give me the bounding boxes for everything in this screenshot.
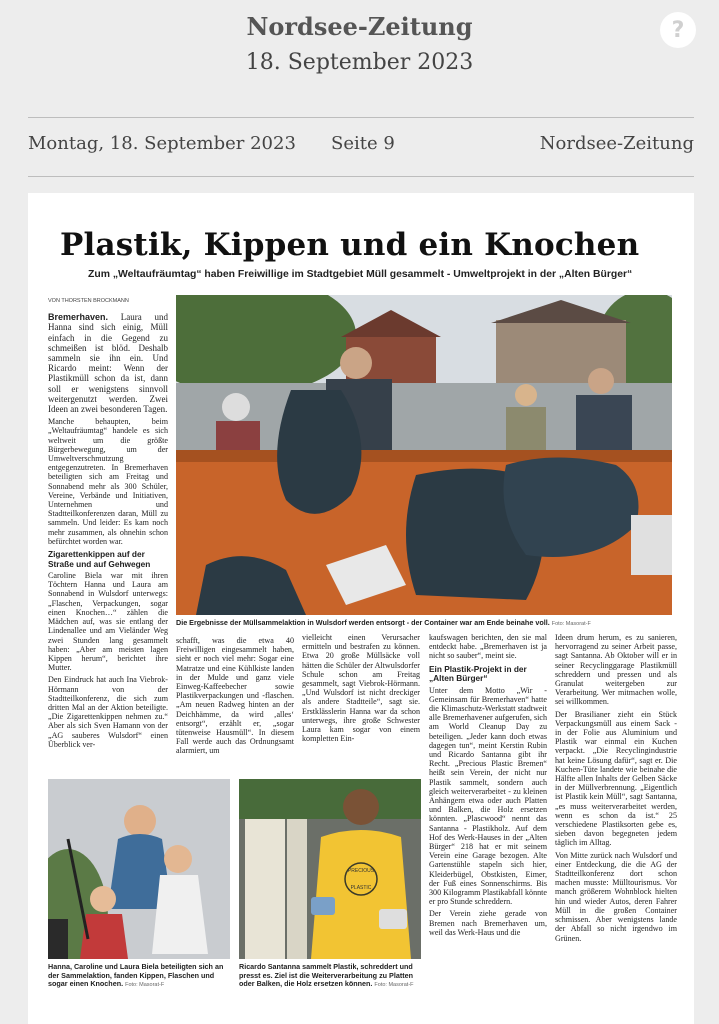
article-lead — [48, 312, 168, 414]
shirt-text-top: PRECIOUS — [347, 868, 375, 874]
paragraph: Der Verein ziehe gerade von Bremen nach Bremerhaven um, weil das Werk-Haus und die — [429, 909, 547, 937]
article-column-3 — [302, 633, 420, 771]
main-photo-caption: Die Ergebnisse der Müllsammelaktion in Wulsdorf werden entsorgt - der Container war am Ende beinahe voll. Foto: Masorat-F — [176, 618, 591, 627]
paragraph: kaufswagen berichten, den sie mal entdeckt habe. „Bremerhaven ist ja nicht so sauber“, meint sie. — [429, 633, 547, 661]
paragraph: Manche behaupten, beim „Weltaufräumtag“ handele es sich weltweit um die größte Bürgerbewegung, um der Umweltverschmutzung entgegenzutreten. In Bremerhaven beteiligten sich am Freitag und Sonnabend mehr als 300 Schüler, Vereine, Verbände und Initiativen, Unternehmen und Stadtteilkonferenzen daran, Müll zu sammeln. Und leider: Es kam noch mehr zusammen, als ohnehin schon befürchtet worden war. — [48, 417, 168, 546]
family-photo-image — [48, 779, 230, 959]
publication-title: Nordsee-Zeitung — [246, 12, 473, 41]
newspaper-page[interactable] — [28, 193, 694, 1024]
photo-credit: Foto: Masorat-F — [125, 982, 165, 989]
issue-paper: Nordsee-Zeitung — [539, 133, 694, 154]
article-column-5 — [555, 633, 677, 1023]
recycling-photo-caption: Ricardo Santanna sammelt Plastik, schreddert und presst es. Ziel ist die Weiterverarbeitung zu Platten oder Balken, die Holz ersetzen können. Foto: Masorat-F — [239, 962, 414, 989]
issue-bar — [28, 133, 694, 154]
main-photo — [176, 295, 672, 615]
recycling-photo — [239, 779, 421, 959]
help-button[interactable] — [660, 12, 696, 48]
article-headline: Plastik, Kippen und ein Knochen — [60, 227, 640, 263]
article-column-4 — [429, 633, 547, 1023]
publication-date: 18. September 2023 — [245, 50, 474, 75]
issue-date: Montag, 18. September 2023 — [28, 133, 296, 154]
recycling-photo-image — [239, 779, 421, 959]
paragraph: Der Brasilianer zieht ein Stück Verpackungsmüll aus einem Sack - in der Folie aus Aluminium und Plastik war einmal ein Kuchen verpackt. „Die Recyclingindustrie hat keine Lösung dafür“, sagt er. Die Kuchen-Tüte landete wie beinahe die Hälfte allen Inhalts der Gelben Säcke in der Müllverbrennung. „Eigentlich ist Plastik kein Müll“, sagt Santanna, „es muss weiterverarbeitet werden, wenn es schon da ist.“ 25 verschiedene Plastiksorten gebe es, sieben davon begegneten jedem täglich im Alltag. — [555, 709, 677, 848]
article-column-2 — [176, 633, 294, 771]
shirt-text-bottom: PLASTIC — [350, 885, 372, 891]
family-photo — [48, 779, 230, 959]
article-column-1 — [48, 297, 168, 771]
family-photo-caption: Hanna, Caroline und Laura Biela beteiligten sich an der Sammelaktion, fanden Kippen, Flaschen und sogar einen Knochen. Foto: Masorat-F — [48, 962, 224, 989]
article-byline: VON THORSTEN BROCKMANN — [48, 298, 129, 304]
paragraph: schafft, was die etwa 40 Freiwilligen eingesammelt haben, sieht er noch viel mehr: Sogar eine Matratze und eine Kühlkiste landen in der Mulde und ganz viele Einweg-Kaffeebecher sowie Plastikverpackungen und -flaschen. „Am neuen Radweg hinten an der Deichhämme, da wird ‚alles‘ entsorgt“, erzählt er, „sogar tütenweise Hausmüll“. In diesem Fall werde auch das Ordnungsamt alarmiert, um — [176, 636, 294, 756]
paragraph: Von Mitte zurück nach Wulsdorf und einer Entdeckung, die die AG der Stadtteilkonferenz dort schon machen musste: Mülltourismus. Vor manch größerem Wohnblock hielten hin und wieder Autos, deren Fahrer Müll in die großen Container schmissen. Aber wenigstens lande der Abfall so nicht irgendwo im Grünen. — [555, 850, 677, 943]
paragraph: Ideen drum herum, es zu sanieren, hervorragend zu seiner Arbeit passe, sagt Santanna. Ab Oktober will er in seiner Recyclinggarage Plastikmüll schreddern und pressen und als Granulat weitergeben zur Verarbeitung. Wer mitmachen wolle, sei willkommen. — [555, 633, 677, 707]
paragraph: vielleicht einen Verursacher ermitteln und bestrafen zu können. Etwa 20 große Müllsäcke voll hätten die Schüler der Altwulsdorfer Schule schon am Freitag gesammelt, sagt Viebrok-Hörmann. „Und Wulsdorf ist nicht dreckiger als andere Stadtteile“, sagt sie. Erstklässlerin Hanna war da schon unterwegs, ihre große Schwester Laura kam sogar von einem kompletten Ein- — [302, 633, 420, 744]
divider-bottom — [28, 176, 694, 177]
page-number: Seite 9 — [331, 133, 395, 154]
article-subhead: Zum „Weltaufräumtag“ haben Freiwillige im Stadtgebiet Müll gesammelt - Umweltprojekt in der „Alten Bürger“ — [88, 269, 633, 280]
paragraph: Caroline Biela war mit ihren Töchtern Hanna und Laura am Sonnabend in Wulsdorf unterwegs: „Flaschen, Verpackungen, sogar einen Knochen…“ zählen die Mädchen auf, was sie entlang der Lindenallee und am Vieländer Weg zwei Stunden lang gesammelt haben: „Aber am meisten lagen Kippen herum“, berichtet ihre Mutter. — [48, 571, 168, 673]
divider-top — [28, 117, 694, 118]
photo-credit: Foto: Masorat-F — [374, 982, 414, 989]
lead-dateline: Bremerhaven. — [48, 312, 109, 323]
lead-text: Laura und Hanna sind sich einig, Müll einfach in die Gegend zu schmeißen ist blöd. Deshalb sammeln sie ihn ein. Und Ricardo meint: Wenn der Plastikmüll schon da ist, dann soll er wenigstens sinnvoll weitergenutzt werden. Zwei Ideen an zwei besonderen Tagen. — [48, 312, 168, 415]
main-photo-image — [176, 295, 672, 615]
paragraph: Den Eindruck hat auch Ina Viebrok-Hörmann von der Stadtteilkonferenz, die sich zum dritten Mal an der Aktion beteiligte. „Die Zigarettenkippen nehmen zu.“ Aber als sich Sven Hamann von der „AG sauberes Wulsdorf“ einen Überblick ver- — [48, 675, 168, 749]
subheading: Ein Plastik-Projekt in der „Alten Bürger“ — [429, 663, 527, 684]
subheading: Zigarettenkippen auf der Straße und auf Gehwegen — [48, 549, 151, 569]
paragraph: Unter dem Motto „Wir - Gemeinsam für Bremerhaven“ hatte die Klimaschutz-Werkstatt stadtweit alle Bremerhavener aufgerufen, sich am World Cleanup Day zu beteiligen. „Jeder kann doch etwas dagegen tun“, meint Kerstin Rubin und Ricardo Santanna gibt ihr Recht. „Precious Plastic Bremen“ heißt sein Verein, der nicht nur Plastik sammelt, sondern auch gleich weiterverarbeitet - zu kleinen Anhängern etwa oder auch Platten und Balken, die Holz ersetzen könnten. „Plascwood“ nennt das Santanna - Plastikholz. Auf dem Hof des Werk-Hauses in der „Alten Bürger“ 218 hat er mit seinem Verein eine Garage bezogen. Alte Gartenstühle stapeln sich hier, Kleiderbügel, Obstkisten, Eimer, der Fuß eines Sonnenschirms. Bis 300 Kilogramm Plastikabfall könnte er pro Stunde schreddern. — [429, 685, 547, 907]
photo-credit: Foto: Masorat-F — [551, 621, 591, 627]
help-icon: ? — [671, 17, 685, 43]
